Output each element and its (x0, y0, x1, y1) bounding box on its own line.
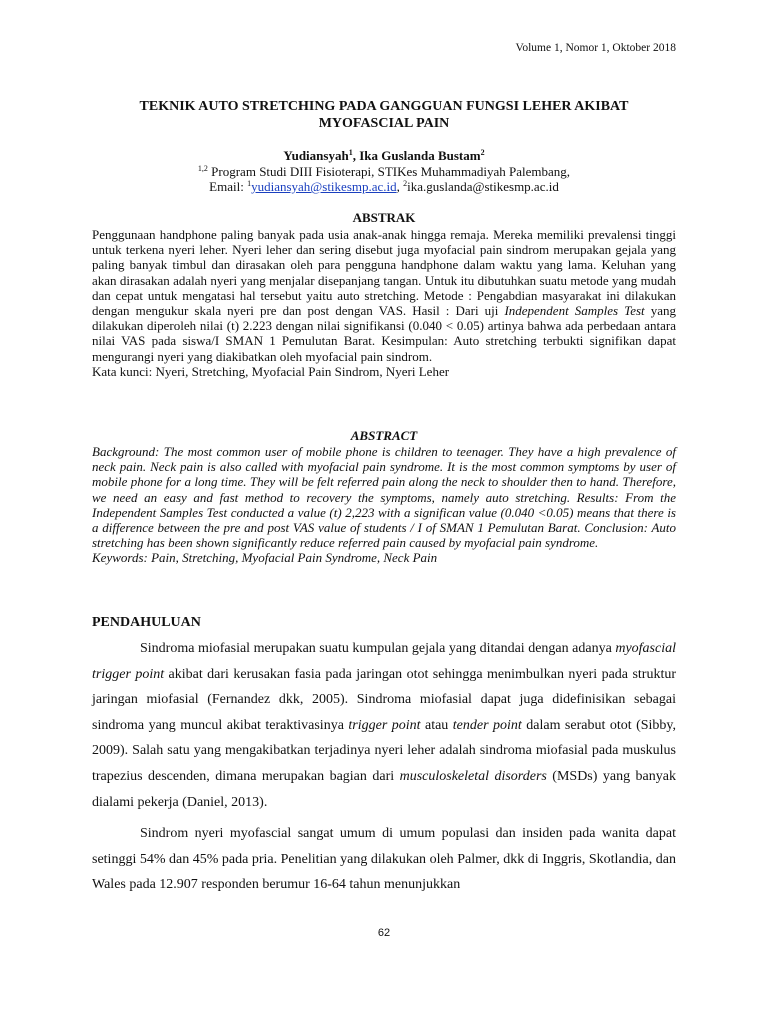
abstract-heading: ABSTRACT (350, 428, 418, 443)
pendahuluan-heading: PENDAHULUAN (92, 615, 201, 630)
abstract-keywords: Keywords: Pain, Stretching, Myofacial Pain Syndrome, Neck Pain (92, 550, 438, 566)
pendahuluan-paragraph-2: Sindrom nyeri myofascial sangat umum di umum populasi dan insiden pada wanita dapat setinggi 54% dan 45% pada pria. Penelitian yang dilakukan oleh Palmer, dkk di Inggris, Skotlandia, dan Wales pada 12.907 responden berumur 16-64 tahun menunjukkan (92, 826, 676, 893)
volume-header: Volume 1, Nomor 1, Oktober 2018 (515, 42, 676, 54)
author-names: Yudiansyah$^1$, Ika Guslanda Bustam$^2$ (283, 148, 485, 163)
title-line-2: MYOFASCIAL PAIN (318, 116, 450, 131)
abstract-paragraph: Background: The most common user of mobile phone is children to teenager. They have a high prevalence of neck pain. Neck pain is also called with myofacial pain syndrome. It is the most common symptoms by user of mobile phone for a long time. They will be felt referred pain along the neck to shoulder then to hand. Therefore, we need an easy and fast method to recovery the symptoms, namely auto stretching. Results: From the Independent Samples Test conducted a value (t) 2,223 with a significan value (0.040 <0.05) means that there is a difference between the pre and post VAS value of students / I of SMAN 1 Pemulutan Barat. Conclusion: Auto stretching has been shown significantly reduce referred pain caused by myofacial pain syndrome. (92, 444, 676, 551)
abstrak-keywords: Kata kunci: Nyeri, Stretching, Myofacial Pain Sindrom, Nyeri Leher (92, 363, 450, 379)
authors-block (92, 148, 676, 195)
abstrak-paragraph: Penggunaan handphone paling banyak pada usia anak-anak hingga remaja. Mereka memiliki prevalensi tinggi untuk terkena nyeri leher. Nyeri leher dan sering disebut juga myofacial pain sindrom merupakan gejala yang paling banyak timbul dan dirasakan oleh para pengguna handphone dalam waktu yang lama. Keluhan yang akan dirasakan adalah nyeri yang menjalar disepanjang tangan. Untuk itu dibutuhkan suatu metode yang mudah dan cepat untuk mengatasi hal tersebut yaitu auto stretching. Metode : Pengabdian masyarakat ini dilakukan dengan mengukur skala nyeri pre dan post dengan VAS. Hasil : Dari uji Independent Samples Test yang dilakukan diperoleh nilai (t) 2.223 dengan nilai signifikansi (0.040 < 0.05) artinya bahwa ada perbedaan antara nilai VAS pada siswa/I SMAN 1 Pemulutan Barat. Kesimpulan: Auto stretching terbukti signifikan dapat mengurangi nyeri yang diakibatkan oleh myofacial pain sindrom. (92, 227, 676, 364)
email-link-1[interactable]: yudiansyah@stikesmp.ac.id (251, 179, 397, 194)
pendahuluan-paragraph-1: Sindroma miofasial merupakan suatu kumpulan gejala yang ditandai dengan adanya myofascial trigger point akibat dari kerusakan fasia pada jaringan otot sehingga menimbulkan nyeri pada struktur jaringan miofasial (Fernandez dkk, 2005). Sindroma miofasial dapat juga didefinisikan sebagai sindroma yang muncul akibat teraktivasinya trigger point atau tender point dalam serabut otot (Sibby, 2009). Salah satu yang mengakibatkan terjadinya nyeri leher adalah sindroma miofasial pada muskulus trapezius descenden, dimana merupakan bagian dari musculoskeletal disorders (MSDs) yang banyak dialami pekerja (Daniel, 2013). (92, 641, 677, 810)
abstrak-heading: ABSTRAK (352, 210, 416, 225)
affiliation: $^{1,2}$ Program Studi DIII Fisioterapi, STIKes Muhammadiyah Palembang, (197, 163, 571, 179)
page-number: 62 (377, 927, 391, 939)
emails: Email: $^1$yudiansyah@stikesmp.ac.id, $^2$ika.guslanda@stikesmp.ac.id (209, 179, 559, 194)
email-2: ika.guslanda@stikesmp.ac.id (407, 179, 559, 194)
paper-title (92, 98, 676, 132)
author-2: Ika Guslanda Bustam (359, 148, 481, 163)
abstract-body (92, 444, 676, 566)
pendahuluan-body (92, 636, 676, 898)
abstrak-body (92, 227, 676, 379)
title-line-1: TEKNIK AUTO STRETCHING PADA GANGGUAN FUNGSI LEHER AKIBAT (139, 99, 629, 114)
author-1: Yudiansyah (283, 148, 349, 163)
